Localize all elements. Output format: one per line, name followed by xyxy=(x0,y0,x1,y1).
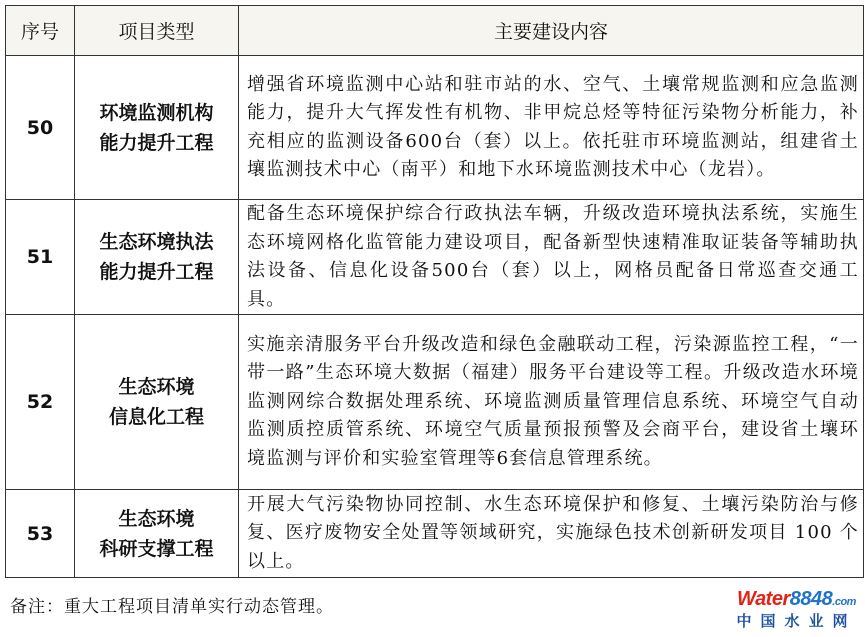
project-type-line: 信息化工程 xyxy=(108,406,204,428)
project-type-line: 能力提升工程 xyxy=(99,261,214,283)
header-project-type: 项目类型 xyxy=(75,6,239,56)
table-row xyxy=(6,490,864,578)
row-project-type xyxy=(75,490,239,578)
table-row xyxy=(6,200,864,315)
header-number: 序号 xyxy=(6,6,75,56)
table-header-row xyxy=(6,6,864,56)
logo-suffix: .com xyxy=(832,596,856,608)
logo-wordmark xyxy=(734,588,859,611)
watermark-logo xyxy=(734,588,859,631)
logo-digits: 8848 xyxy=(789,588,833,610)
row-number: 51 xyxy=(6,200,75,315)
project-table xyxy=(5,5,864,578)
project-type-line: 生态环境 xyxy=(118,507,195,530)
row-content: 配备生态环境保护综合行政执法车辆，升级改造环境执法系统，实施生态环境网格化监管能力建设项目，配备新型快速精准取证装备等辅助执法设备、信息化设备500台（套）以上，网格员配备日常巡查交通工具。 xyxy=(239,200,864,315)
row-content: 开展大气污染物协同控制、水生态环境保护和修复、土壤污染防治与修复、医疗废物安全处置等领域研究，实施绿色技术创新研发项目 100 个以上。 xyxy=(239,490,864,578)
footnote: 备注：重大工程项目清单实行动态管理。 xyxy=(10,597,334,617)
row-content: 增强省环境监测中心站和驻市站的水、空气、土壤常规监测和应急监测能力，提升大气挥发性有机物、非甲烷总烃等特征污染物分析能力，补充相应的监测设备600台（套）以上。依托驻市环境监测站，组建省土壤监测技术中心（南平）和地下水环境监测技术中心（龙岩）。 xyxy=(239,56,864,200)
row-content: 实施亲清服务平台升级改造和绿色金融联动工程，污染源监控工程，“一带一路”生态环境大数据（福建）服务平台建设等工程。升级改造水环境监测网综合数据处理系统、环境监测质量管理信息系统、环境空气自动监测质控质管系统、环境空气质量预报预警及会商平台，建设省土壤环境监测与评价和实验室管理等6套信息管理系统。 xyxy=(239,315,864,490)
project-type-line: 科研支撑工程 xyxy=(99,537,214,560)
logo-subtitle: 中国水业网 xyxy=(736,612,857,630)
logo-word: Water xyxy=(737,588,790,610)
table-row xyxy=(6,56,864,200)
row-project-type xyxy=(75,56,239,200)
project-type-line: 能力提升工程 xyxy=(99,131,214,154)
row-project-type xyxy=(75,200,239,315)
project-type-line: 生态环境执法 xyxy=(99,231,214,253)
row-number: 50 xyxy=(6,56,75,200)
row-number: 52 xyxy=(6,315,75,490)
row-project-type xyxy=(75,315,239,490)
project-type-line: 环境监测机构 xyxy=(99,101,214,124)
header-main-content: 主要建设内容 xyxy=(239,6,864,56)
table-row xyxy=(6,315,864,490)
project-type-line: 生态环境 xyxy=(118,376,195,398)
row-number: 53 xyxy=(6,490,75,578)
